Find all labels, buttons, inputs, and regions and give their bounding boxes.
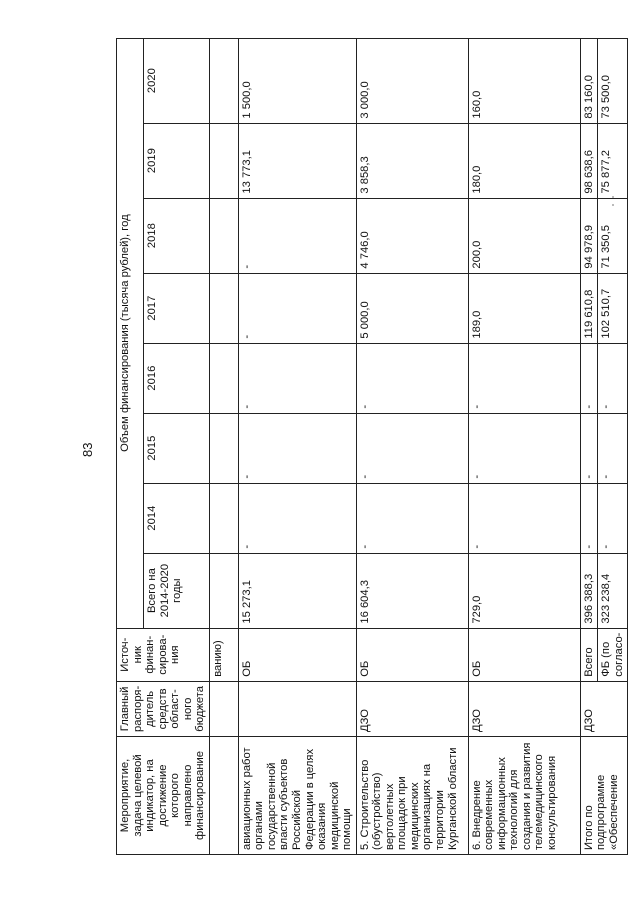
header-source: Источ-ник финан-сирова-ния	[117, 628, 210, 681]
header-year: 2014	[144, 483, 210, 553]
year-value-cell: 180,0	[468, 123, 580, 198]
year-value-cell: -	[356, 483, 468, 553]
year-value-cell: -	[238, 483, 356, 553]
page-number: 83	[80, 442, 95, 457]
table-cell	[209, 483, 238, 553]
year-value-cell: -	[356, 343, 468, 413]
summary-row	[580, 38, 598, 854]
activity-cell: авиационных работ органами государственной власти субъектов Российской Федерации в целях оказания медицинской помощи	[238, 737, 356, 855]
year-value-cell: -	[598, 413, 628, 483]
manager-cell	[238, 681, 356, 736]
header-year: 2020	[144, 38, 210, 123]
year-value-cell: 13 773,1	[238, 123, 356, 198]
summary-manager-cell: ДЗО	[580, 681, 628, 736]
source-cell: ОБ	[468, 628, 580, 681]
year-value-cell: 71 350,5	[598, 198, 628, 273]
funding-table	[116, 38, 628, 855]
year-value-cell: -	[468, 483, 580, 553]
year-value-cell: -	[580, 483, 598, 553]
year-value-cell: -	[468, 343, 580, 413]
year-value-cell: 3 000,0	[356, 38, 468, 123]
source-cell: ОБ	[356, 628, 468, 681]
year-value-cell: 1 500,0	[238, 38, 356, 123]
table-row	[468, 38, 580, 854]
manager-cell: ДЗО	[356, 681, 468, 736]
year-value-cell: 119 610,8	[580, 273, 598, 343]
year-value-cell: -	[356, 413, 468, 483]
year-value-cell: -	[238, 343, 356, 413]
year-value-cell: 94 978,9	[580, 198, 598, 273]
header-year: 2015	[144, 413, 210, 483]
source-cell: ФБ (по согласо-	[598, 628, 628, 681]
year-value-cell: -	[580, 413, 598, 483]
year-value-cell: -	[238, 273, 356, 343]
year-value-cell: 83 160,0	[580, 38, 598, 123]
year-value-cell: 5 000,0	[356, 273, 468, 343]
source-continuation-cell: ванию)	[209, 628, 238, 681]
carryover-row	[209, 38, 238, 854]
year-value-cell: 189,0	[468, 273, 580, 343]
year-value-cell: 102 510,7	[598, 273, 628, 343]
year-value-cell: 4 746,0	[356, 198, 468, 273]
header-manager: Главный распоря-дитель средств област-ного бюджета	[117, 681, 210, 736]
header-total: Всего на 2014-2020 годы	[144, 553, 210, 628]
header-year: 2017	[144, 273, 210, 343]
table-cell	[209, 273, 238, 343]
table-cell	[209, 681, 238, 736]
header-activity: Мероприятие, задача целевой индикатор, на достижение которого направлено финансирование	[117, 737, 210, 855]
table-cell	[209, 553, 238, 628]
summary-activity-cell: Итого по подпрограмме «Обеспечение	[580, 737, 628, 855]
year-value-cell: -	[238, 198, 356, 273]
year-value-cell: -	[468, 413, 580, 483]
source-cell: ОБ	[238, 628, 356, 681]
table-cell	[209, 343, 238, 413]
total-cell: 15 273,1	[238, 553, 356, 628]
activity-cell: 6. Внедрение современных информационных технологий для создания и развития телемедицинского консультирования	[468, 737, 580, 855]
scan-speck	[612, 204, 614, 206]
table-cell	[209, 123, 238, 198]
year-value-cell: 200,0	[468, 198, 580, 273]
manager-cell: ДЗО	[468, 681, 580, 736]
table-cell	[209, 737, 238, 855]
year-value-cell: 75 877,2	[598, 123, 628, 198]
total-cell: 396 388,3	[580, 553, 598, 628]
total-cell: 729,0	[468, 553, 580, 628]
activity-cell: 5. Строительство (обустройство) вертолетных площадок при медицинских организациях на территории Курганской области	[356, 737, 468, 855]
header-row-1	[117, 38, 144, 854]
year-value-cell: -	[580, 343, 598, 413]
scan-speck	[612, 196, 614, 198]
year-value-cell: -	[598, 343, 628, 413]
header-year: 2018	[144, 198, 210, 273]
header-funding-volume: Объем финансирования (тысяча рублей), год	[117, 38, 144, 628]
header-year: 2019	[144, 123, 210, 198]
year-value-cell: -	[598, 483, 628, 553]
header-year: 2016	[144, 343, 210, 413]
year-value-cell: 73 500,0	[598, 38, 628, 123]
table-cell	[209, 413, 238, 483]
table-cell	[209, 38, 238, 123]
year-value-cell: 3 858,3	[356, 123, 468, 198]
total-cell: 16 604,3	[356, 553, 468, 628]
source-cell: Всего	[580, 628, 598, 681]
year-value-cell: 98 638,6	[580, 123, 598, 198]
table-row	[238, 38, 356, 854]
total-cell: 323 238,4	[598, 553, 628, 628]
year-value-cell: 160,0	[468, 38, 580, 123]
table-cell	[209, 198, 238, 273]
table-row	[356, 38, 468, 854]
year-value-cell: -	[238, 413, 356, 483]
